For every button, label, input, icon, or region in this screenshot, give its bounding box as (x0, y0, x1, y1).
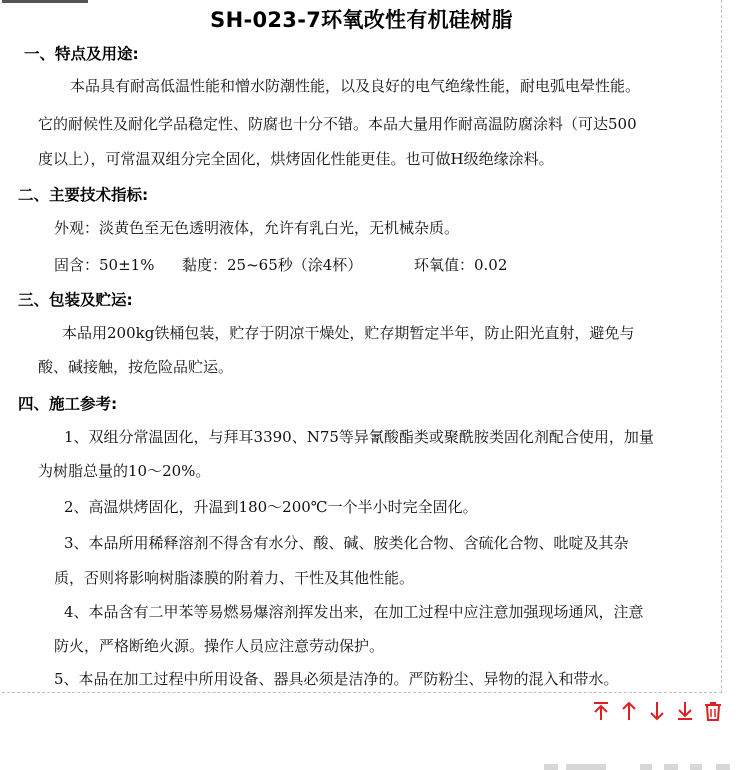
paragraph-line: 为树脂总量的10～20%。 (38, 462, 211, 480)
document-block (2, 0, 722, 693)
section-heading-features: 一、特点及用途: (24, 45, 139, 63)
paragraph-line: 度以上），可常温双组分完全固化，烘烤固化性能更佳。也可做H级绝缘涂料。 (38, 150, 554, 168)
paragraph-line: 1、双组分常温固化，与拜耳3390、N75等异氰酸酯类或聚酰胺类固化剂配合使用，加量 (64, 428, 654, 446)
spec-solid-content: 固含：50±1% (54, 256, 155, 274)
section-heading-specs: 二、主要技术指标: (18, 186, 149, 204)
status-strip (540, 762, 750, 770)
move-up-icon[interactable] (618, 700, 640, 722)
spec-epoxy-value: 环氧值：0.02 (414, 256, 508, 274)
move-bottom-icon[interactable] (674, 700, 696, 722)
paragraph-line: 2、高温烘烤固化，升温到180～200℃一个半小时完全固化。 (64, 498, 478, 516)
spec-viscosity: 黏度：25~65秒（涂4杯） (182, 256, 363, 274)
paragraph-line: 5、本品在加工过程中所用设备、器具必须是洁净的。严防粉尘、异物的混入和带水。 (54, 670, 619, 688)
paragraph-line: 防火，严格断绝火源。操作人员应注意劳动保护。 (54, 637, 385, 655)
paragraph-line: 本品具有耐高低温性能和憎水防潮性能，以及良好的电气绝缘性能，耐电弧电晕性能。 (70, 77, 641, 95)
paragraph-line: 本品用200kg铁桶包装，贮存于阴凉干燥处，贮存期暂定半年，防止阳光直射，避免与 (62, 324, 635, 342)
delete-icon[interactable] (702, 700, 724, 722)
move-top-icon[interactable] (590, 700, 612, 722)
spec-appearance: 外观：淡黄色至无色透明液体，允许有乳白光，无机械杂质。 (54, 219, 460, 237)
block-toolbar (590, 700, 724, 724)
paragraph-line: 3、本品所用稀释溶剂不得含有水分、酸、碱、胺类化合物、含硫化合物、吡啶及其杂 (64, 534, 629, 552)
paragraph-line: 酸、碱接触，按危险品贮运。 (38, 358, 234, 376)
paragraph-line: 它的耐候性及耐化学品稳定性、防腐也十分不错。本品大量用作耐高温防腐涂料（可达500 (38, 115, 637, 133)
section-heading-application: 四、施工参考: (18, 395, 118, 413)
paragraph-line: 4、本品含有二甲苯等易燃易爆溶剂挥发出来，在加工过程中应注意加强现场通风，注意 (64, 603, 644, 621)
page-title: SH-023-7环氧改性有机硅树脂 (210, 8, 513, 32)
move-down-icon[interactable] (646, 700, 668, 722)
top-rule (2, 0, 88, 3)
section-heading-packaging: 三、包装及贮运: (18, 291, 133, 309)
paragraph-line: 质，否则将影响树脂漆膜的附着力、干性及其他性能。 (54, 569, 415, 587)
